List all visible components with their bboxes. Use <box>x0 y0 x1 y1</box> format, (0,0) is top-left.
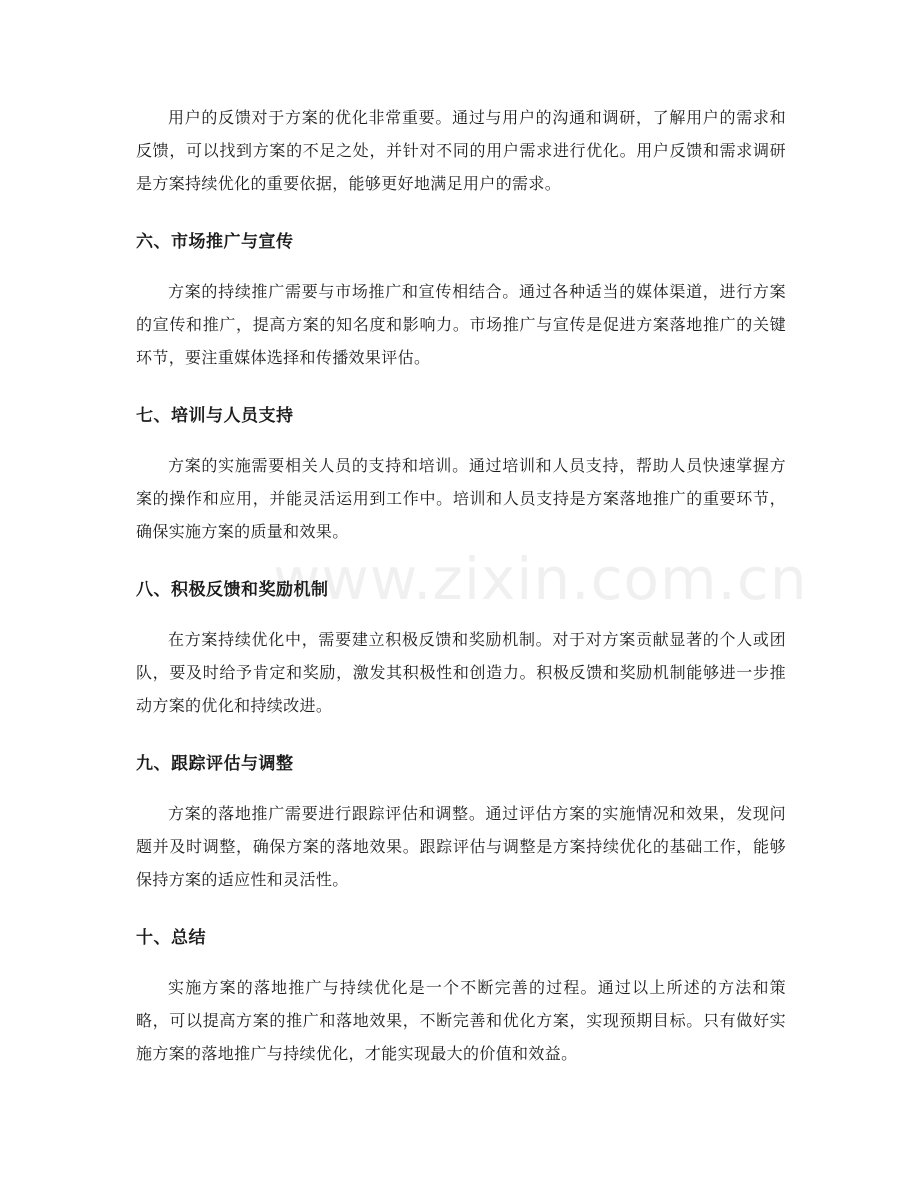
section-paragraph-6: 方案的持续推广需要与市场推广和宣传相结合。通过各种适当的媒体渠道，进行方案的宣传和推广，提高方案的知名度和影响力。市场推广与宣传是促进方案落地推广的关键环节，要注重媒体选择和传播效果评估。 <box>136 282 786 367</box>
section-paragraph-7: 方案的实施需要相关人员的支持和培训。通过培训和人员支持，帮助人员快速掌握方案的操作和应用，并能灵活运用到工作中。培训和人员支持是方案落地推广的重要环节，确保实施方案的质量和效果。 <box>136 456 786 541</box>
section-paragraph-9: 方案的落地推广需要进行跟踪评估和调整。通过评估方案的实施情况和效果，发现问题并及时调整，确保方案的落地效果。跟踪评估与调整是方案持续优化的基础工作，能够保持方案的适应性和灵活性。 <box>136 804 786 889</box>
section-paragraph-10: 实施方案的落地推广与持续优化是一个不断完善的过程。通过以上所述的方法和策略，可以提高方案的推广和落地效果，不断完善和优化方案，实现预期目标。只有做好实施方案的落地推广与持续优化，才能实现最大的价值和效益。 <box>136 978 786 1063</box>
section-heading-8: 八、积极反馈和奖励机制 <box>136 580 329 600</box>
section-heading-10: 十、总结 <box>136 928 206 948</box>
section-heading-6: 六、市场推广与宣传 <box>136 232 294 252</box>
section-heading-9: 九、跟踪评估与调整 <box>136 754 294 774</box>
document-body <box>136 101 786 1070</box>
intro-paragraph: 用户的反馈对于方案的优化非常重要。通过与用户的沟通和调研，了解用户的需求和反馈，可以找到方案的不足之处，并针对不同的用户需求进行优化。用户反馈和需求调研是方案持续优化的重要依据，能够更好地满足用户的需求。 <box>136 108 786 193</box>
watermark: www.zixin.com.cn <box>273 545 808 613</box>
section-paragraph-8: 在方案持续优化中，需要建立积极反馈和奖励机制。对于对方案贡献显著的个人或团队，要及时给予肯定和奖励，激发其积极性和创造力。积极反馈和奖励机制能够进一步推动方案的优化和持续改进。 <box>136 630 786 715</box>
section-heading-7: 七、培训与人员支持 <box>136 406 294 426</box>
